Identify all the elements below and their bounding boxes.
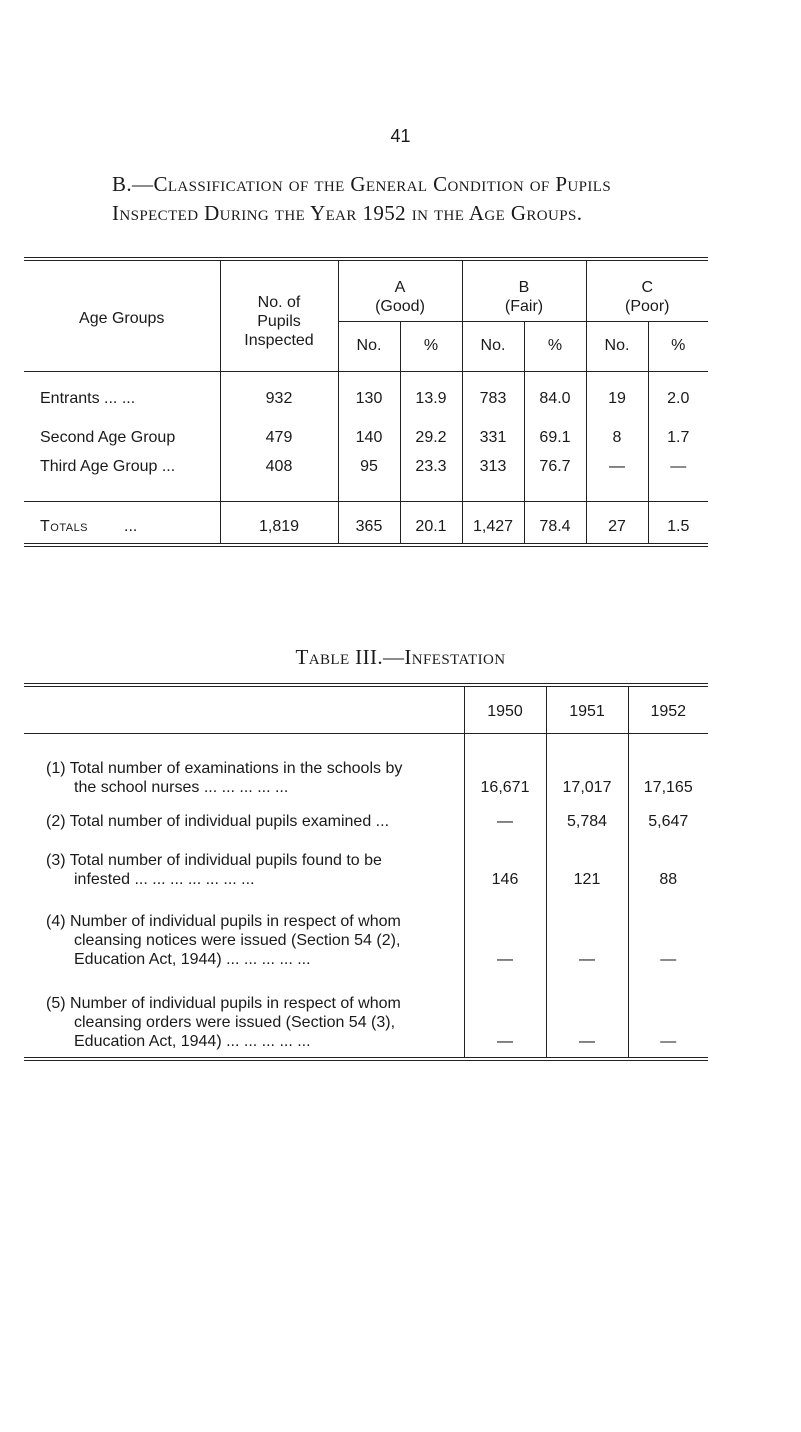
header-b-letter: B: [518, 279, 530, 296]
b-no-value: 783: [462, 371, 524, 413]
header-c-letter: C: [641, 279, 654, 296]
b-no-value: 331: [462, 413, 524, 453]
c-no-value: 8: [586, 413, 648, 453]
row-text-line3: Education Act, 1944) ... ... ... ... ...: [74, 1033, 311, 1050]
table-row: [24, 975, 708, 1059]
header-pupils-l1: No. of: [257, 294, 301, 311]
value-1950: 146: [464, 837, 546, 895]
row-description: [24, 895, 464, 975]
c-pct-value: 1.7: [667, 429, 690, 446]
header-b-no: No.: [462, 321, 524, 371]
row-text-line1: Number of individual pupils in respect of whom: [70, 913, 401, 930]
row-text-line1: Total number of individual pupils found to be: [69, 852, 382, 869]
totals-pupils: 1,819: [220, 501, 338, 545]
totals-row: [24, 501, 708, 545]
value-1950: —: [464, 975, 546, 1059]
pupils-value: 408: [220, 453, 338, 501]
row-text-line1: Total number of examinations in the schools by: [69, 760, 403, 777]
row-description: [24, 837, 464, 895]
section-b-title-line1: B.—Classification of the General Condition of Pupils: [112, 172, 612, 196]
value-1952: 17,165: [643, 779, 693, 796]
header-c-poor: [586, 259, 708, 321]
a-pct-value: 29.2: [400, 413, 462, 453]
year-1952-header: 1952: [628, 685, 708, 733]
header-a-pct: %: [400, 321, 462, 371]
table-iii-title: Table III.—Infestation: [295, 645, 506, 669]
table-row: [24, 803, 708, 837]
row-description: [24, 733, 464, 803]
value-1952: —: [660, 1033, 677, 1050]
header-pupils-l2: Pupils: [257, 313, 301, 330]
value-1951: 5,784: [546, 803, 628, 837]
totals-b-pct: 78.4: [524, 501, 586, 545]
row-number: (2): [46, 813, 66, 830]
header-a-no: No.: [338, 321, 400, 371]
a-pct-value: 23.3: [400, 453, 462, 501]
totals-c-pct: 1.5: [667, 517, 690, 535]
header-b-pct: %: [524, 321, 586, 371]
row-description: [24, 975, 464, 1059]
value-1952: 5,647: [648, 813, 689, 830]
b-pct-value: 84.0: [524, 371, 586, 413]
row-text-line1: Total number of individual pupils examined ...: [69, 813, 390, 830]
c-pct-value: —: [648, 453, 708, 501]
header-a-good: [338, 259, 462, 321]
section-b-title: [112, 170, 752, 228]
row-text-line2: cleansing notices were issued (Section 54 (2),: [74, 932, 401, 949]
header-age-groups: Age Groups: [24, 259, 220, 371]
header-blank-cell: [24, 685, 464, 733]
value-1950: 16,671: [464, 733, 546, 803]
year-1951-header: 1951: [546, 685, 628, 733]
row-text-line1: Number of individual pupils in respect of whom: [70, 995, 401, 1012]
header-a-letter: A: [394, 279, 406, 296]
c-pct-value: 2.0: [667, 390, 690, 407]
value-1951: —: [546, 975, 628, 1059]
general-condition-table: [24, 257, 708, 547]
b-no-value: 313: [462, 453, 524, 501]
b-pct-value: 76.7: [524, 453, 586, 501]
row-label: Third Age Group ...: [24, 453, 220, 501]
header-a-label: (Good): [375, 298, 425, 315]
row-text-line2: cleansing orders were issued (Section 54 (3),: [74, 1014, 396, 1031]
header-c-pct: %: [648, 321, 708, 371]
row-number: (3): [46, 852, 66, 869]
table-row: [24, 837, 708, 895]
header-c-label: (Poor): [625, 298, 670, 315]
table-row: [24, 453, 708, 501]
a-no-value: 95: [338, 453, 400, 501]
row-number: (4): [46, 913, 66, 930]
totals-b-no: 1,427: [462, 501, 524, 545]
row-text-line2: the school nurses ... ... ... ... ...: [74, 779, 289, 796]
a-no-value: 140: [338, 413, 400, 453]
row-text-line2: infested ... ... ... ... ... ... ...: [74, 871, 255, 888]
header-b-label: (Fair): [504, 298, 544, 315]
totals-c-no: 27: [586, 501, 648, 545]
c-no-value: 19: [586, 371, 648, 413]
header-b-fair: [462, 259, 586, 321]
value-1950: —: [464, 895, 546, 975]
infestation-table: [24, 683, 708, 1061]
table-row: [24, 413, 708, 453]
value-1950: —: [464, 803, 546, 837]
b-pct-value: 69.1: [524, 413, 586, 453]
value-1951: —: [546, 895, 628, 975]
totals-leader-dots: ...: [124, 517, 138, 535]
table-row: [24, 371, 708, 413]
row-number: (1): [46, 760, 66, 777]
pupils-value: 479: [220, 413, 338, 453]
table-row: [24, 733, 708, 803]
year-1950-header: 1950: [464, 685, 546, 733]
section-b-title-line2: Inspected During the Year 1952 in the Age Groups.: [112, 201, 583, 225]
a-no-value: 130: [338, 371, 400, 413]
row-number: (5): [46, 995, 66, 1012]
page-number: 41: [390, 126, 411, 146]
value-1952: —: [660, 951, 677, 968]
totals-label: Totals: [40, 517, 89, 535]
a-pct-value: 13.9: [400, 371, 462, 413]
row-label: Entrants ... ...: [24, 371, 220, 413]
header-c-no: No.: [586, 321, 648, 371]
row-label: Second Age Group: [24, 413, 220, 453]
value-1951: 17,017: [546, 733, 628, 803]
totals-a-no: 365: [338, 501, 400, 545]
totals-label-cell: [24, 501, 220, 545]
pupils-value: 932: [220, 371, 338, 413]
row-description: [24, 803, 464, 837]
value-1951: 121: [546, 837, 628, 895]
value-1952: 88: [659, 871, 678, 888]
row-text-line3: Education Act, 1944) ... ... ... ... ...: [74, 951, 311, 968]
header-pupils-inspected: [220, 259, 338, 371]
totals-a-pct: 20.1: [400, 501, 462, 545]
header-pupils-l3: Inspected: [244, 332, 314, 349]
table-row: [24, 895, 708, 975]
c-no-value: —: [586, 453, 648, 501]
